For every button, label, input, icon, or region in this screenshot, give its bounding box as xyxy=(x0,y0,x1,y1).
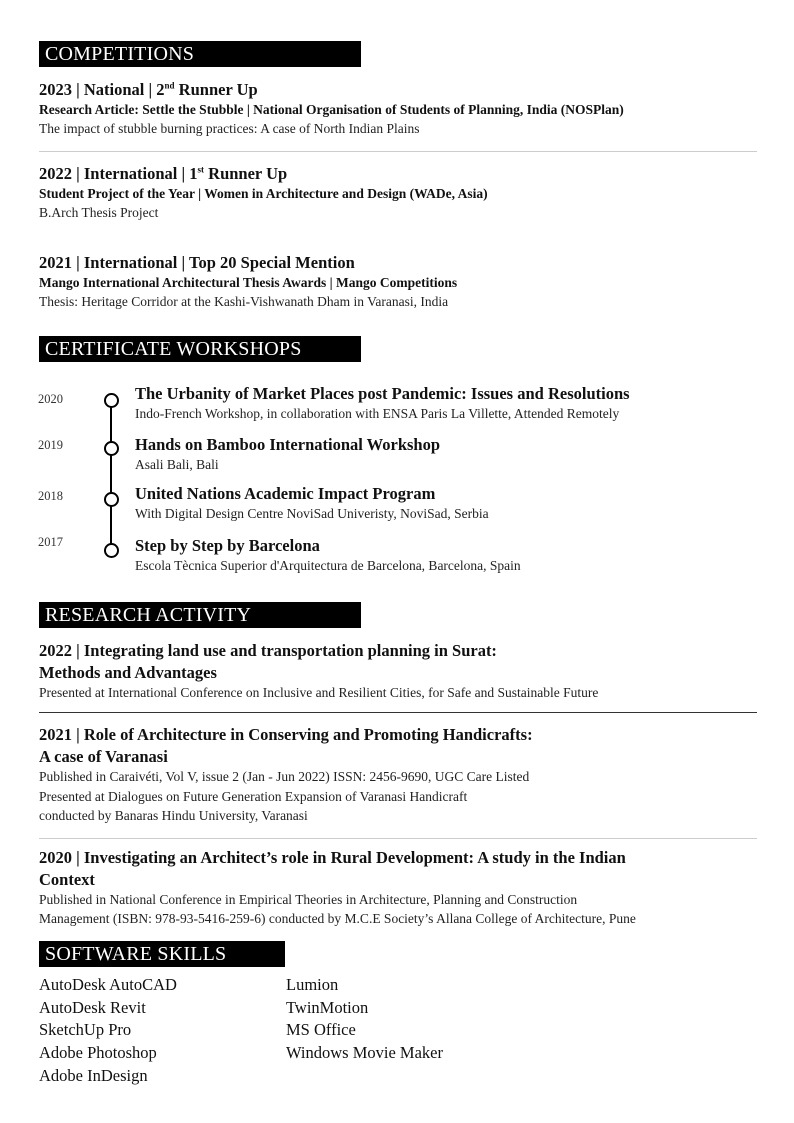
research-3-heading: 2020 | Investigating an Architect’s role in Rural Development: A study in the Indian xyxy=(39,848,626,867)
workshop-1-sub: Indo-French Workshop, in collaboration with ENSA Paris La Villette, Attended Remotely xyxy=(135,406,620,421)
workshop-3-year: 2018 xyxy=(38,489,63,503)
workshops-heading: CERTIFICATE WORKSHOPS xyxy=(39,336,361,362)
competition-1-title: Research Article: Settle the Stubble | National Organisation of Students of Planning, India (NOSPlan) xyxy=(39,102,624,117)
software-item: MS Office xyxy=(286,1020,356,1039)
workshop-3-sub: With Digital Design Centre NoviSad Univeristy, NoviSad, Serbia xyxy=(135,506,489,521)
research-3-line: Management (ISBN: 978-93-5416-259-6) conducted by M.C.E Society’s Allana College of Architecture, Pune xyxy=(39,911,636,926)
competition-1-heading: 2023 | National | 2nd Runner Up xyxy=(39,80,258,99)
competitions-heading: COMPETITIONS xyxy=(39,41,361,67)
competition-2-desc: B.Arch Thesis Project xyxy=(39,205,159,220)
research-2-heading: 2021 | Role of Architecture in Conserving and Promoting Handicrafts: xyxy=(39,725,533,744)
software-item: SketchUp Pro xyxy=(39,1020,132,1039)
research-2-line: Presented at Dialogues on Future Generation Expansion of Varanasi Handicraft xyxy=(39,789,468,804)
competition-2-title: Student Project of the Year | Women in Architecture and Design (WADe, Asia) xyxy=(39,186,488,201)
timeline-dot xyxy=(104,441,119,456)
research-2-heading-cont: A case of Varanasi xyxy=(39,747,168,766)
research-2-line: conducted by Banaras Hindu University, Varanasi xyxy=(39,808,308,823)
timeline-dot xyxy=(104,543,119,558)
workshop-3-title: United Nations Academic Impact Program xyxy=(135,484,436,503)
research-1-line: Presented at International Conference on Inclusive and Resilient Cities, for Safe and Sustainable Future xyxy=(39,685,599,700)
workshop-2-year: 2019 xyxy=(38,438,63,452)
competition-1-desc: The impact of stubble burning practices: A case of North Indian Plains xyxy=(39,121,420,136)
divider xyxy=(39,838,757,839)
software-item: AutoDesk AutoCAD xyxy=(39,975,177,994)
workshop-4-sub: Escola Tècnica Superior d'Arquitectura de Barcelona, Barcelona, Spain xyxy=(135,558,521,573)
research-1-heading: 2022 | Integrating land use and transportation planning in Surat: xyxy=(39,641,497,660)
competition-3-heading: 2021 | International | Top 20 Special Mention xyxy=(39,253,355,272)
timeline-line xyxy=(110,402,112,550)
research-2-line: Published in Caraivéti, Vol V, issue 2 (Jan - Jun 2022) ISSN: 2456-9690, UGC Care Listed xyxy=(39,769,530,784)
research-heading: RESEARCH ACTIVITY xyxy=(39,602,361,628)
workshop-4-title: Step by Step by Barcelona xyxy=(135,536,320,555)
workshop-2-sub: Asali Bali, Bali xyxy=(135,457,219,472)
divider xyxy=(39,712,757,713)
competition-3-title: Mango International Architectural Thesis Awards | Mango Competitions xyxy=(39,275,458,290)
workshop-1-title: The Urbanity of Market Places post Pandemic: Issues and Resolutions xyxy=(135,384,630,403)
timeline-dot xyxy=(104,393,119,408)
software-item: Adobe Photoshop xyxy=(39,1043,157,1062)
workshop-1-year: 2020 xyxy=(38,392,63,406)
software-item: AutoDesk Revit xyxy=(39,998,146,1017)
software-item: Lumion xyxy=(286,975,339,994)
workshop-2-title: Hands on Bamboo International Workshop xyxy=(135,435,441,454)
competition-3-desc: Thesis: Heritage Corridor at the Kashi-Vishwanath Dham in Varanasi, India xyxy=(39,294,449,309)
research-1-heading-cont: Methods and Advantages xyxy=(39,663,217,682)
competition-2-heading: 2022 | International | 1st Runner Up xyxy=(39,164,288,183)
software-item: TwinMotion xyxy=(286,998,369,1017)
software-heading: SOFTWARE SKILLS xyxy=(39,941,285,967)
divider xyxy=(39,151,757,152)
timeline-dot xyxy=(104,492,119,507)
workshop-4-year: 2017 xyxy=(38,535,63,549)
software-item: Windows Movie Maker xyxy=(286,1043,443,1062)
research-3-line: Published in National Conference in Empirical Theories in Architecture, Planning and Construction xyxy=(39,892,578,907)
research-3-heading-cont: Context xyxy=(39,870,95,889)
software-item: Adobe InDesign xyxy=(39,1066,148,1085)
